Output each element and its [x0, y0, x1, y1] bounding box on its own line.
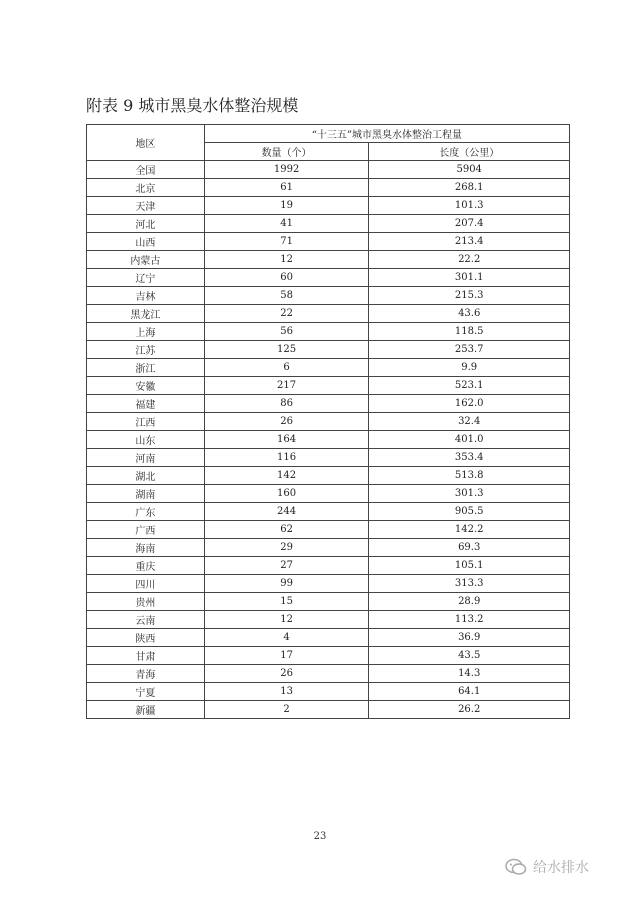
data-table: [86, 124, 570, 719]
region-cell: 甘肃: [87, 647, 205, 665]
count-cell: 13: [204, 683, 369, 701]
count-cell: 26: [204, 665, 369, 683]
region-cell: 北京: [87, 179, 205, 197]
count-cell: 142: [204, 467, 369, 485]
length-cell: 301.1: [369, 269, 570, 287]
table-row: [87, 413, 570, 431]
table-row: [87, 323, 570, 341]
length-cell: 215.3: [369, 287, 570, 305]
count-cell: 2: [204, 701, 369, 719]
table-row: [87, 269, 570, 287]
length-cell: 28.9: [369, 593, 570, 611]
table-row: [87, 467, 570, 485]
page-number: 23: [313, 831, 327, 842]
table-row: [87, 593, 570, 611]
length-cell: 118.5: [369, 323, 570, 341]
count-header: 数量（个）: [204, 143, 369, 161]
table-row: [87, 233, 570, 251]
table-row: [87, 287, 570, 305]
region-cell: 福建: [87, 395, 205, 413]
region-cell: 云南: [87, 611, 205, 629]
length-cell: 5904: [369, 161, 570, 179]
length-cell: 142.2: [369, 521, 570, 539]
region-cell: 宁夏: [87, 683, 205, 701]
length-cell: 9.9: [369, 359, 570, 377]
table-row: [87, 557, 570, 575]
region-cell: 黑龙江: [87, 305, 205, 323]
table-row: [87, 359, 570, 377]
region-cell: 内蒙古: [87, 251, 205, 269]
length-cell: 69.3: [369, 539, 570, 557]
count-cell: 116: [204, 449, 369, 467]
region-cell: 四川: [87, 575, 205, 593]
length-cell: 113.2: [369, 611, 570, 629]
length-cell: 43.5: [369, 647, 570, 665]
region-cell: 广西: [87, 521, 205, 539]
watermark: [505, 857, 589, 877]
region-cell: 山东: [87, 431, 205, 449]
length-cell: 313.3: [369, 575, 570, 593]
count-cell: 61: [204, 179, 369, 197]
region-cell: 河南: [87, 449, 205, 467]
table-row: [87, 305, 570, 323]
length-cell: 301.3: [369, 485, 570, 503]
count-cell: 17: [204, 647, 369, 665]
table-title: 附表 9 城市黑臭水体整治规模: [86, 96, 299, 115]
region-cell: 浙江: [87, 359, 205, 377]
count-cell: 22: [204, 305, 369, 323]
length-cell: 26.2: [369, 701, 570, 719]
length-cell: 14.3: [369, 665, 570, 683]
table-row: [87, 449, 570, 467]
region-cell: 辽宁: [87, 269, 205, 287]
table-row: [87, 485, 570, 503]
table-row: [87, 647, 570, 665]
count-cell: 41: [204, 215, 369, 233]
table-row: [87, 701, 570, 719]
count-cell: 1992: [204, 161, 369, 179]
count-cell: 60: [204, 269, 369, 287]
table-row: [87, 611, 570, 629]
count-cell: 164: [204, 431, 369, 449]
length-cell: 401.0: [369, 431, 570, 449]
length-cell: 253.7: [369, 341, 570, 359]
region-cell: 安徽: [87, 377, 205, 395]
length-cell: 268.1: [369, 179, 570, 197]
region-cell: 山西: [87, 233, 205, 251]
length-cell: 162.0: [369, 395, 570, 413]
count-cell: 27: [204, 557, 369, 575]
region-header: 地区: [87, 125, 205, 161]
length-cell: 513.8: [369, 467, 570, 485]
count-cell: 125: [204, 341, 369, 359]
region-cell: 天津: [87, 197, 205, 215]
count-cell: 56: [204, 323, 369, 341]
length-cell: 213.4: [369, 233, 570, 251]
count-cell: 4: [204, 629, 369, 647]
watermark-text: 给水排水: [533, 860, 589, 876]
region-cell: 江苏: [87, 341, 205, 359]
region-cell: 湖北: [87, 467, 205, 485]
count-cell: 19: [204, 197, 369, 215]
group-header: “十三五”城市黑臭水体整治工程量: [204, 125, 569, 143]
table-row: [87, 665, 570, 683]
length-cell: 105.1: [369, 557, 570, 575]
count-cell: 160: [204, 485, 369, 503]
count-cell: 29: [204, 539, 369, 557]
length-header: 长度（公里）: [369, 143, 570, 161]
length-cell: 353.4: [369, 449, 570, 467]
region-cell: 陕西: [87, 629, 205, 647]
count-cell: 99: [204, 575, 369, 593]
count-cell: 26: [204, 413, 369, 431]
region-cell: 河北: [87, 215, 205, 233]
table-row: [87, 395, 570, 413]
table-row: [87, 251, 570, 269]
length-cell: 523.1: [369, 377, 570, 395]
region-cell: 重庆: [87, 557, 205, 575]
count-cell: 217: [204, 377, 369, 395]
length-cell: 207.4: [369, 215, 570, 233]
count-cell: 86: [204, 395, 369, 413]
count-cell: 12: [204, 251, 369, 269]
region-cell: 贵州: [87, 593, 205, 611]
length-cell: 64.1: [369, 683, 570, 701]
count-cell: 58: [204, 287, 369, 305]
count-cell: 244: [204, 503, 369, 521]
count-cell: 6: [204, 359, 369, 377]
count-cell: 62: [204, 521, 369, 539]
length-cell: 905.5: [369, 503, 570, 521]
wechat-logo-icon: [505, 858, 527, 876]
region-cell: 湖南: [87, 485, 205, 503]
count-cell: 12: [204, 611, 369, 629]
count-cell: 15: [204, 593, 369, 611]
length-cell: 101.3: [369, 197, 570, 215]
table-row: [87, 197, 570, 215]
region-cell: 海南: [87, 539, 205, 557]
region-cell: 广东: [87, 503, 205, 521]
region-cell: 青海: [87, 665, 205, 683]
table-row: [87, 629, 570, 647]
region-cell: 全国: [87, 161, 205, 179]
table-row: [87, 215, 570, 233]
region-cell: 新疆: [87, 701, 205, 719]
region-cell: 吉林: [87, 287, 205, 305]
region-cell: 上海: [87, 323, 205, 341]
table-row: [87, 377, 570, 395]
length-cell: 36.9: [369, 629, 570, 647]
table-body: [87, 161, 570, 719]
table-row: [87, 521, 570, 539]
length-cell: 22.2: [369, 251, 570, 269]
count-cell: 71: [204, 233, 369, 251]
table-row: [87, 575, 570, 593]
table-row: [87, 539, 570, 557]
table-row: [87, 431, 570, 449]
table-row: [87, 341, 570, 359]
table-row: [87, 503, 570, 521]
table-row: [87, 179, 570, 197]
region-cell: 江西: [87, 413, 205, 431]
table-row: [87, 683, 570, 701]
length-cell: 32.4: [369, 413, 570, 431]
length-cell: 43.6: [369, 305, 570, 323]
table-row: [87, 161, 570, 179]
